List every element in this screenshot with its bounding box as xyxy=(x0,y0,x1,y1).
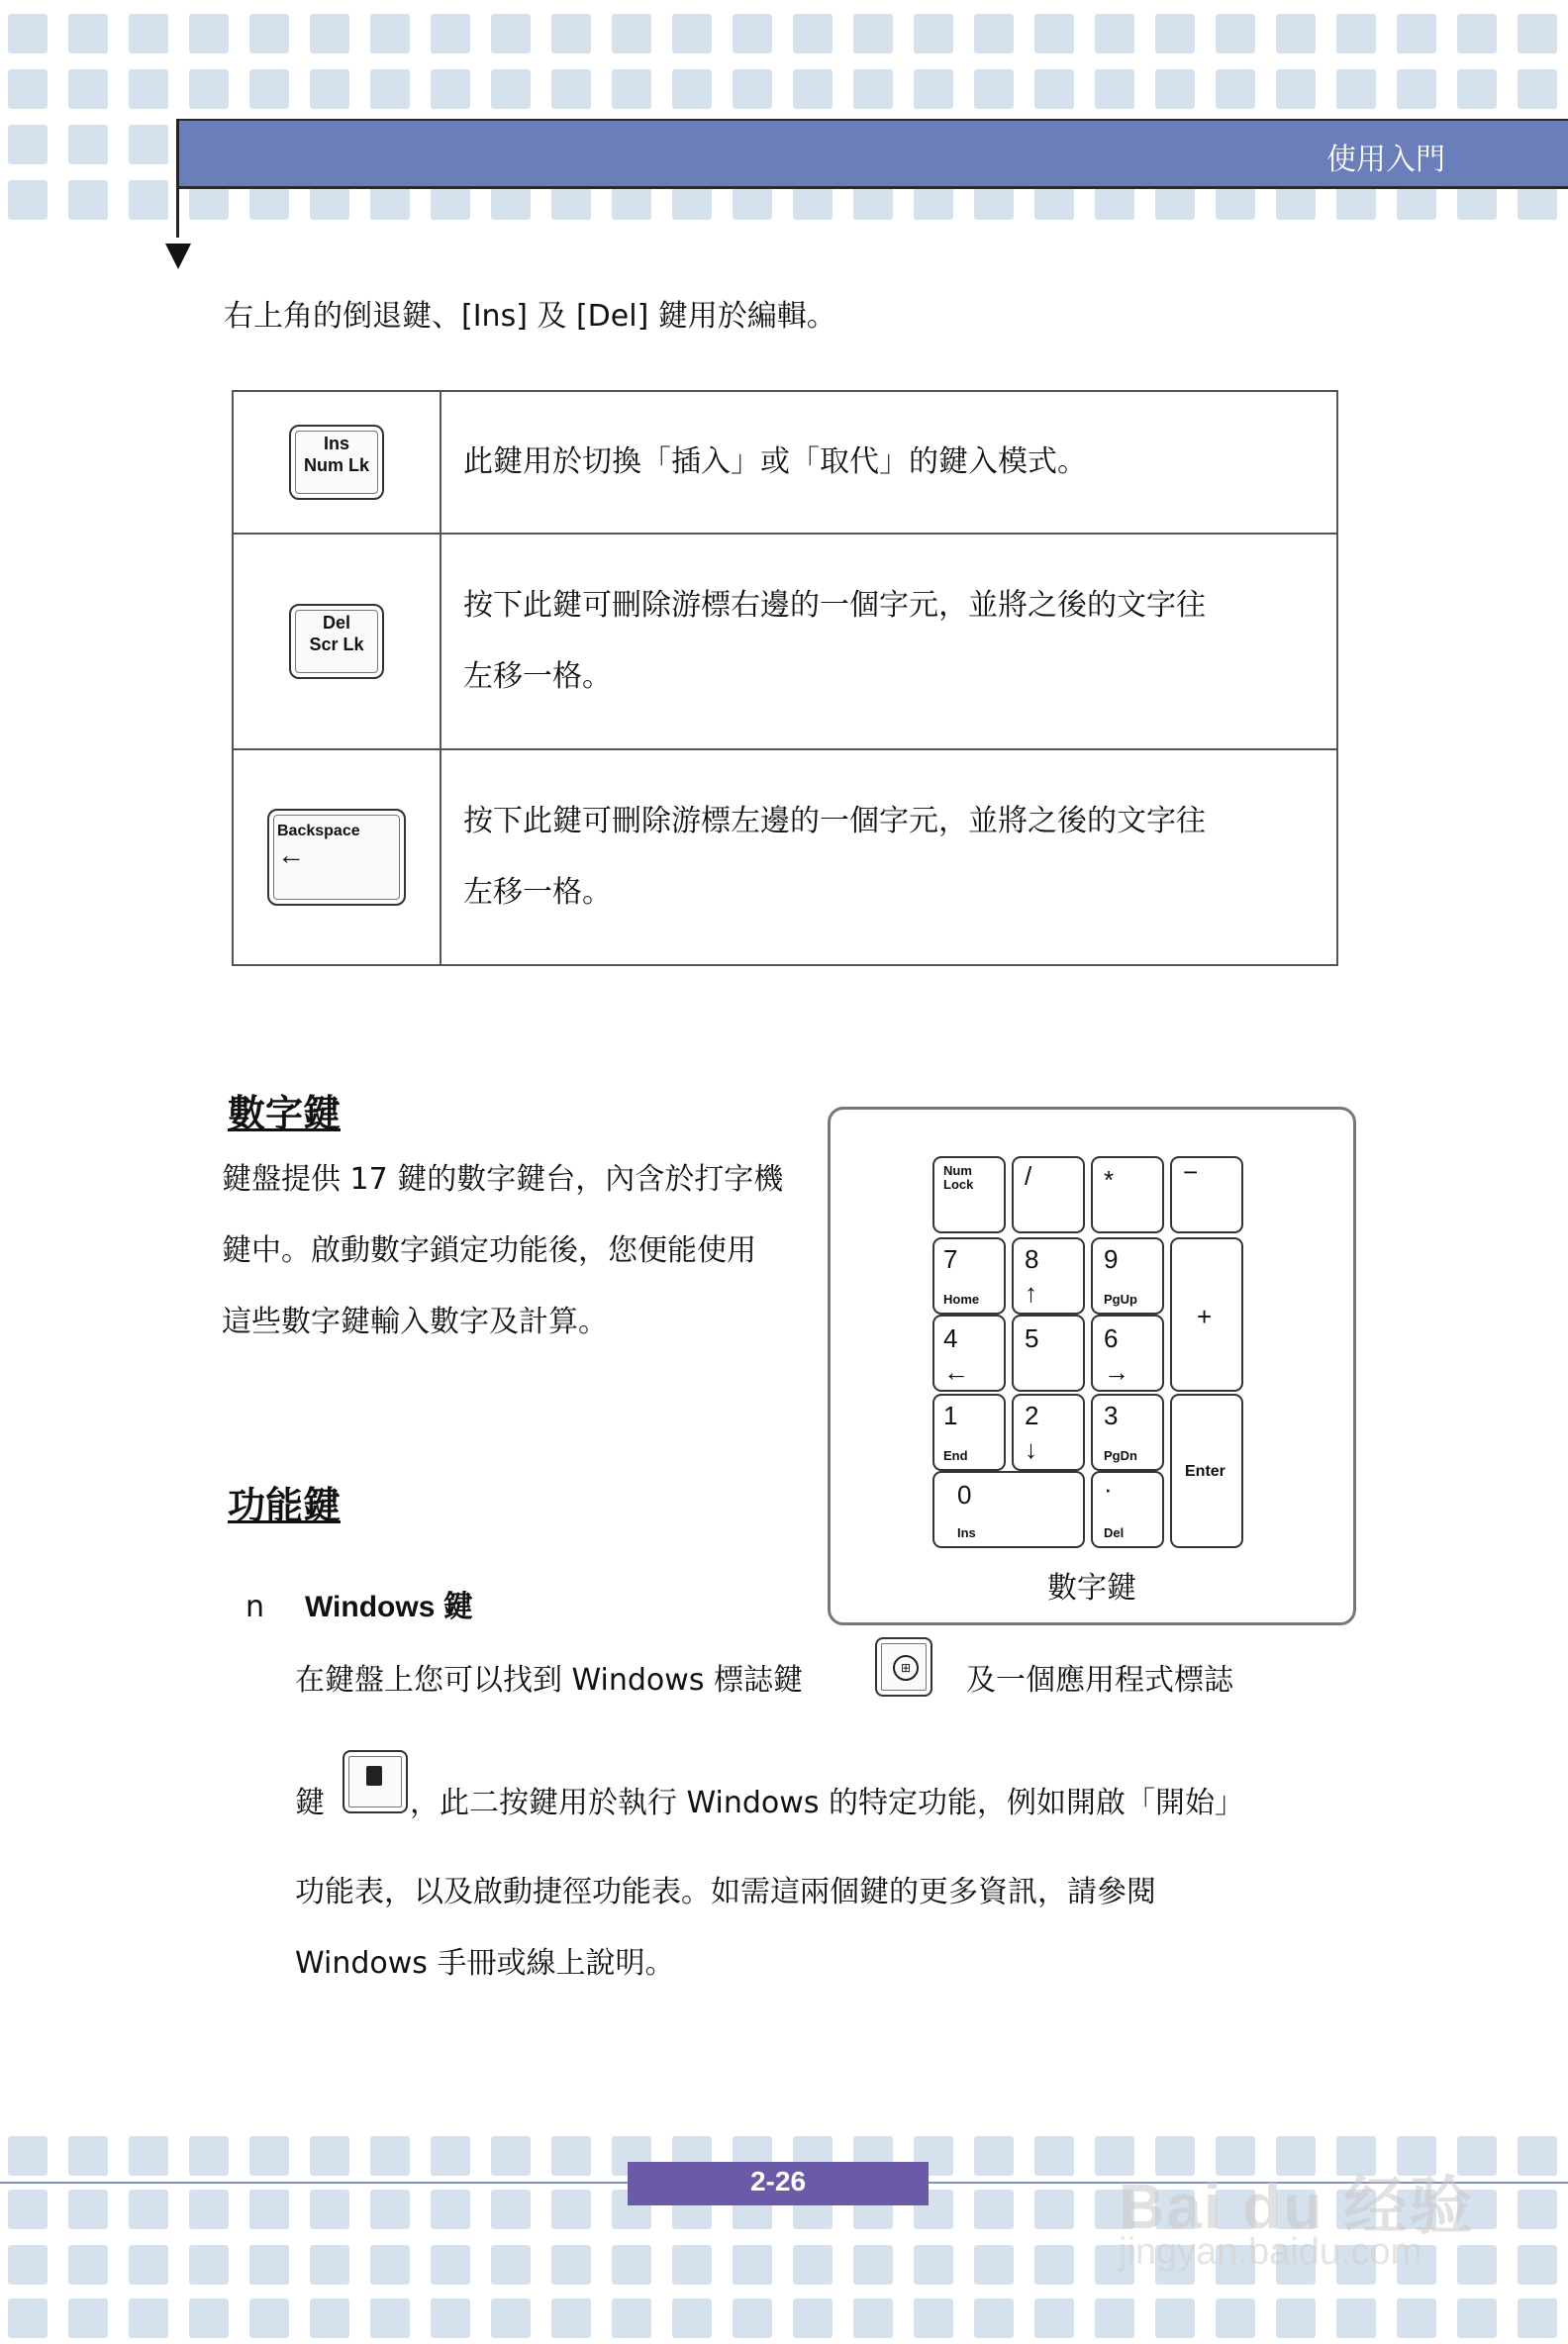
windows-paragraph-line: ，此二按鍵用於執行 Windows 的特定功能，例如開啟「開始」 xyxy=(410,1786,1244,1820)
tile xyxy=(1518,14,1557,53)
menu-icon xyxy=(366,1766,382,1786)
tile xyxy=(672,14,712,53)
tile xyxy=(370,2245,410,2285)
tile xyxy=(1034,2245,1074,2285)
key-label: Del xyxy=(322,613,350,633)
tile xyxy=(370,14,410,53)
tile xyxy=(431,2298,470,2338)
key-label: 4 xyxy=(943,1323,958,1353)
tile xyxy=(370,2136,410,2176)
tile xyxy=(551,2245,591,2285)
table-row xyxy=(233,749,1337,965)
del-key-icon xyxy=(289,604,384,679)
tile xyxy=(8,2298,48,2338)
tile xyxy=(431,14,470,53)
key-label: * xyxy=(1104,1165,1115,1195)
tile xyxy=(68,2190,108,2229)
tile xyxy=(1034,2190,1074,2229)
tile xyxy=(672,2245,712,2285)
figure-caption: 數字鍵 xyxy=(1047,1571,1136,1606)
tile xyxy=(1276,14,1316,53)
tile xyxy=(68,14,108,53)
five-key xyxy=(1013,1316,1084,1391)
description-line: 此鍵用於切換「插入」或「取代」的鍵入模式。 xyxy=(463,444,1087,479)
tile xyxy=(612,2245,651,2285)
key-label: Num Lk xyxy=(303,455,369,475)
tile-row xyxy=(0,14,1568,53)
left-arrow-icon: ← xyxy=(277,839,305,870)
star-key xyxy=(1092,1157,1163,1232)
tile xyxy=(551,69,591,109)
tile xyxy=(1216,14,1255,53)
function-keys-heading: 功能鍵 xyxy=(228,1484,342,1527)
tile xyxy=(853,14,893,53)
tile xyxy=(8,2190,48,2229)
tile xyxy=(249,2245,289,2285)
tile xyxy=(129,2298,168,2338)
tile xyxy=(310,2190,349,2229)
down-arrow-icon xyxy=(165,244,191,269)
windows-paragraph-line: 功能表，以及啟動捷徑功能表。如需這兩個鍵的更多資訊，請參閱 xyxy=(295,1875,1156,1909)
tile xyxy=(612,2298,651,2338)
key-label: Num xyxy=(943,1163,972,1178)
tile xyxy=(733,69,772,109)
tile xyxy=(1034,14,1074,53)
right-arrow-icon: → xyxy=(1104,1357,1129,1387)
tile xyxy=(129,14,168,53)
tile xyxy=(914,2245,953,2285)
windows-paragraph-line: 及一個應用程式標誌 xyxy=(966,1663,1233,1698)
tile xyxy=(491,2136,531,2176)
header-title: 使用入門 xyxy=(1326,143,1445,177)
key-label: 0 xyxy=(957,1480,972,1510)
tile xyxy=(974,2190,1014,2229)
numeric-keys-heading: 數字鍵 xyxy=(228,1092,342,1135)
windows-paragraph-line: 鍵 xyxy=(295,1786,325,1820)
key-label: Ins xyxy=(957,1525,976,1540)
tile xyxy=(1095,14,1134,53)
up-arrow-icon: ↑ xyxy=(1025,1278,1037,1308)
tile xyxy=(68,2298,108,2338)
tile xyxy=(431,2136,470,2176)
dot-key xyxy=(1092,1472,1163,1547)
key-label: 7 xyxy=(943,1244,958,1274)
watermark xyxy=(1109,2108,1524,2287)
description-line: 按下此鍵可刪除游標左邊的一個字元，並將之後的文字往 xyxy=(463,804,1206,838)
tile xyxy=(431,69,470,109)
tile xyxy=(189,2245,229,2285)
key-label: Ins xyxy=(323,434,349,453)
tile xyxy=(249,2190,289,2229)
tile xyxy=(974,2245,1014,2285)
tile xyxy=(1095,69,1134,109)
tile xyxy=(793,2245,833,2285)
key-label: Del xyxy=(1104,1525,1125,1540)
key-label: PgUp xyxy=(1104,1292,1137,1307)
tile xyxy=(612,69,651,109)
tile xyxy=(189,2190,229,2229)
numeric-paragraph-line: 這些數字鍵輸入數字及計算。 xyxy=(222,1305,608,1339)
tile xyxy=(189,69,229,109)
tile xyxy=(733,2298,772,2338)
windows-logo-key-icon xyxy=(875,1637,932,1697)
tile xyxy=(974,2298,1014,2338)
tile xyxy=(310,2136,349,2176)
tile xyxy=(310,69,349,109)
key-label: 1 xyxy=(943,1401,958,1430)
tile xyxy=(853,2298,893,2338)
tile xyxy=(249,2136,289,2176)
description-line: 左移一格。 xyxy=(463,659,612,694)
slash-key xyxy=(1013,1157,1084,1232)
backspace-key-cell xyxy=(233,749,441,965)
tile xyxy=(551,2190,591,2229)
tile xyxy=(1518,2298,1557,2338)
key-label: 8 xyxy=(1025,1244,1039,1274)
tile xyxy=(129,2190,168,2229)
header-guide-line xyxy=(176,119,179,238)
tile xyxy=(974,14,1014,53)
windows-paragraph-line: Windows 手冊或線上說明。 xyxy=(295,1946,675,1981)
zero-key xyxy=(933,1472,1084,1547)
table-row xyxy=(233,534,1337,749)
key-label: 6 xyxy=(1104,1323,1119,1353)
tile xyxy=(310,2245,349,2285)
windows-key-title: Windows 鍵 xyxy=(305,1591,473,1623)
tile xyxy=(8,14,48,53)
tile xyxy=(974,2136,1014,2176)
tile xyxy=(733,14,772,53)
tile xyxy=(914,69,953,109)
key-label: End xyxy=(943,1448,968,1463)
application-key-icon xyxy=(343,1750,408,1813)
tile xyxy=(370,2190,410,2229)
tile xyxy=(370,69,410,109)
page-number-bar xyxy=(628,2162,929,2205)
key-label: 3 xyxy=(1104,1401,1119,1430)
tile xyxy=(8,2136,48,2176)
tile xyxy=(8,69,48,109)
key-label: 2 xyxy=(1025,1401,1039,1430)
tile xyxy=(733,2245,772,2285)
tile xyxy=(431,2190,470,2229)
del-key-description xyxy=(441,534,1337,749)
del-key-cell xyxy=(233,534,441,749)
key-label: 5 xyxy=(1025,1323,1039,1353)
tile xyxy=(68,69,108,109)
tile xyxy=(1457,69,1497,109)
key-label: Lock xyxy=(943,1177,974,1192)
tile xyxy=(914,2298,953,2338)
tile xyxy=(1397,69,1436,109)
key-label: − xyxy=(1183,1157,1199,1187)
numeric-paragraph-line: 鍵中。啟動數字鎖定功能後，您便能使用 xyxy=(222,1233,756,1268)
tile xyxy=(68,2136,108,2176)
tile xyxy=(1155,2298,1195,2338)
watermark-brand: Bai du 经验 xyxy=(1119,2171,1475,2242)
tile xyxy=(793,69,833,109)
tile xyxy=(551,2136,591,2176)
key-label: 9 xyxy=(1104,1244,1119,1274)
minus-key xyxy=(1171,1157,1242,1232)
tile-row xyxy=(0,2298,1568,2338)
tile xyxy=(1397,14,1436,53)
tile xyxy=(68,180,108,220)
key-label: Backspace xyxy=(277,823,360,839)
tile xyxy=(551,14,591,53)
ins-key-description xyxy=(441,391,1337,534)
tile xyxy=(1095,2298,1134,2338)
down-arrow-icon: ↓ xyxy=(1025,1434,1037,1464)
windows-logo-icon: ⊞ xyxy=(893,1655,919,1681)
tile xyxy=(129,69,168,109)
tile xyxy=(672,2298,712,2338)
tile xyxy=(793,14,833,53)
tile xyxy=(1336,69,1376,109)
tile xyxy=(310,14,349,53)
tile xyxy=(249,14,289,53)
tile xyxy=(853,69,893,109)
numeric-paragraph-line: 鍵盤提供 17 鍵的數字鍵台，內含於打字機 xyxy=(222,1162,784,1197)
tile xyxy=(1518,69,1557,109)
tile xyxy=(491,69,531,109)
key-label: + xyxy=(1197,1302,1213,1331)
tile xyxy=(1034,2298,1074,2338)
tile xyxy=(249,2298,289,2338)
description-line: 左移一格。 xyxy=(463,875,612,910)
tile xyxy=(129,2136,168,2176)
numeric-keypad-figure xyxy=(828,1107,1356,1625)
key-label: PgDn xyxy=(1104,1448,1137,1463)
tile xyxy=(612,14,651,53)
left-arrow-icon: ← xyxy=(943,1357,969,1387)
watermark-url: jingyan.baidu.com xyxy=(1119,2231,1422,2273)
windows-paragraph-line: 在鍵盤上您可以找到 Windows 標誌鍵 xyxy=(295,1663,803,1698)
key-label: Scr Lk xyxy=(309,635,364,654)
tile-row xyxy=(0,69,1568,109)
tile xyxy=(8,125,48,164)
tile xyxy=(129,125,168,164)
tile xyxy=(68,2245,108,2285)
tile xyxy=(914,14,953,53)
tile xyxy=(551,2298,591,2338)
page-number: 2-26 xyxy=(749,2166,807,2197)
tile xyxy=(672,69,712,109)
key-label: Home xyxy=(943,1292,980,1307)
tile xyxy=(1276,69,1316,109)
tile xyxy=(68,125,108,164)
intro-sentence: 右上角的倒退鍵、[Ins] 及 [Del] 鍵用於編輯。 xyxy=(224,299,836,334)
key-label: Enter xyxy=(1185,1463,1225,1480)
tile xyxy=(1034,2136,1074,2176)
edit-keys-table xyxy=(232,390,1338,966)
description-line: 按下此鍵可刪除游標右邊的一個字元，並將之後的文字往 xyxy=(463,588,1206,623)
tile xyxy=(974,69,1014,109)
tile xyxy=(1457,2298,1497,2338)
tile xyxy=(491,2245,531,2285)
tile xyxy=(8,2245,48,2285)
tile xyxy=(1336,2298,1376,2338)
tile xyxy=(1216,69,1255,109)
numeric-keypad-diagram xyxy=(831,1110,1353,1555)
tile xyxy=(1155,69,1195,109)
tile xyxy=(1397,2298,1436,2338)
tile xyxy=(1336,14,1376,53)
backspace-key-description xyxy=(441,749,1337,965)
tile xyxy=(310,2298,349,2338)
tile xyxy=(129,180,168,220)
tile xyxy=(189,14,229,53)
tile xyxy=(1457,14,1497,53)
key-label: / xyxy=(1025,1161,1032,1191)
tile xyxy=(1276,2298,1316,2338)
backspace-key-icon xyxy=(267,809,406,906)
ins-key-icon xyxy=(289,425,384,500)
bullet-marker: n xyxy=(245,1590,265,1624)
tile xyxy=(793,2298,833,2338)
key-label: · xyxy=(1104,1474,1113,1504)
tile xyxy=(370,2298,410,2338)
tile xyxy=(491,2298,531,2338)
ins-key-cell xyxy=(233,391,441,534)
tile xyxy=(189,2298,229,2338)
tile xyxy=(1034,69,1074,109)
tile xyxy=(8,180,48,220)
two-key xyxy=(1013,1395,1084,1470)
tile xyxy=(1216,2298,1255,2338)
tile xyxy=(491,14,531,53)
table-row xyxy=(233,391,1337,534)
header-bar xyxy=(178,119,1568,189)
tile xyxy=(1155,14,1195,53)
tile xyxy=(853,2245,893,2285)
tile xyxy=(249,69,289,109)
tile xyxy=(189,2136,229,2176)
tile xyxy=(431,2245,470,2285)
tile xyxy=(491,2190,531,2229)
tile xyxy=(129,2245,168,2285)
eight-key xyxy=(1013,1238,1084,1314)
